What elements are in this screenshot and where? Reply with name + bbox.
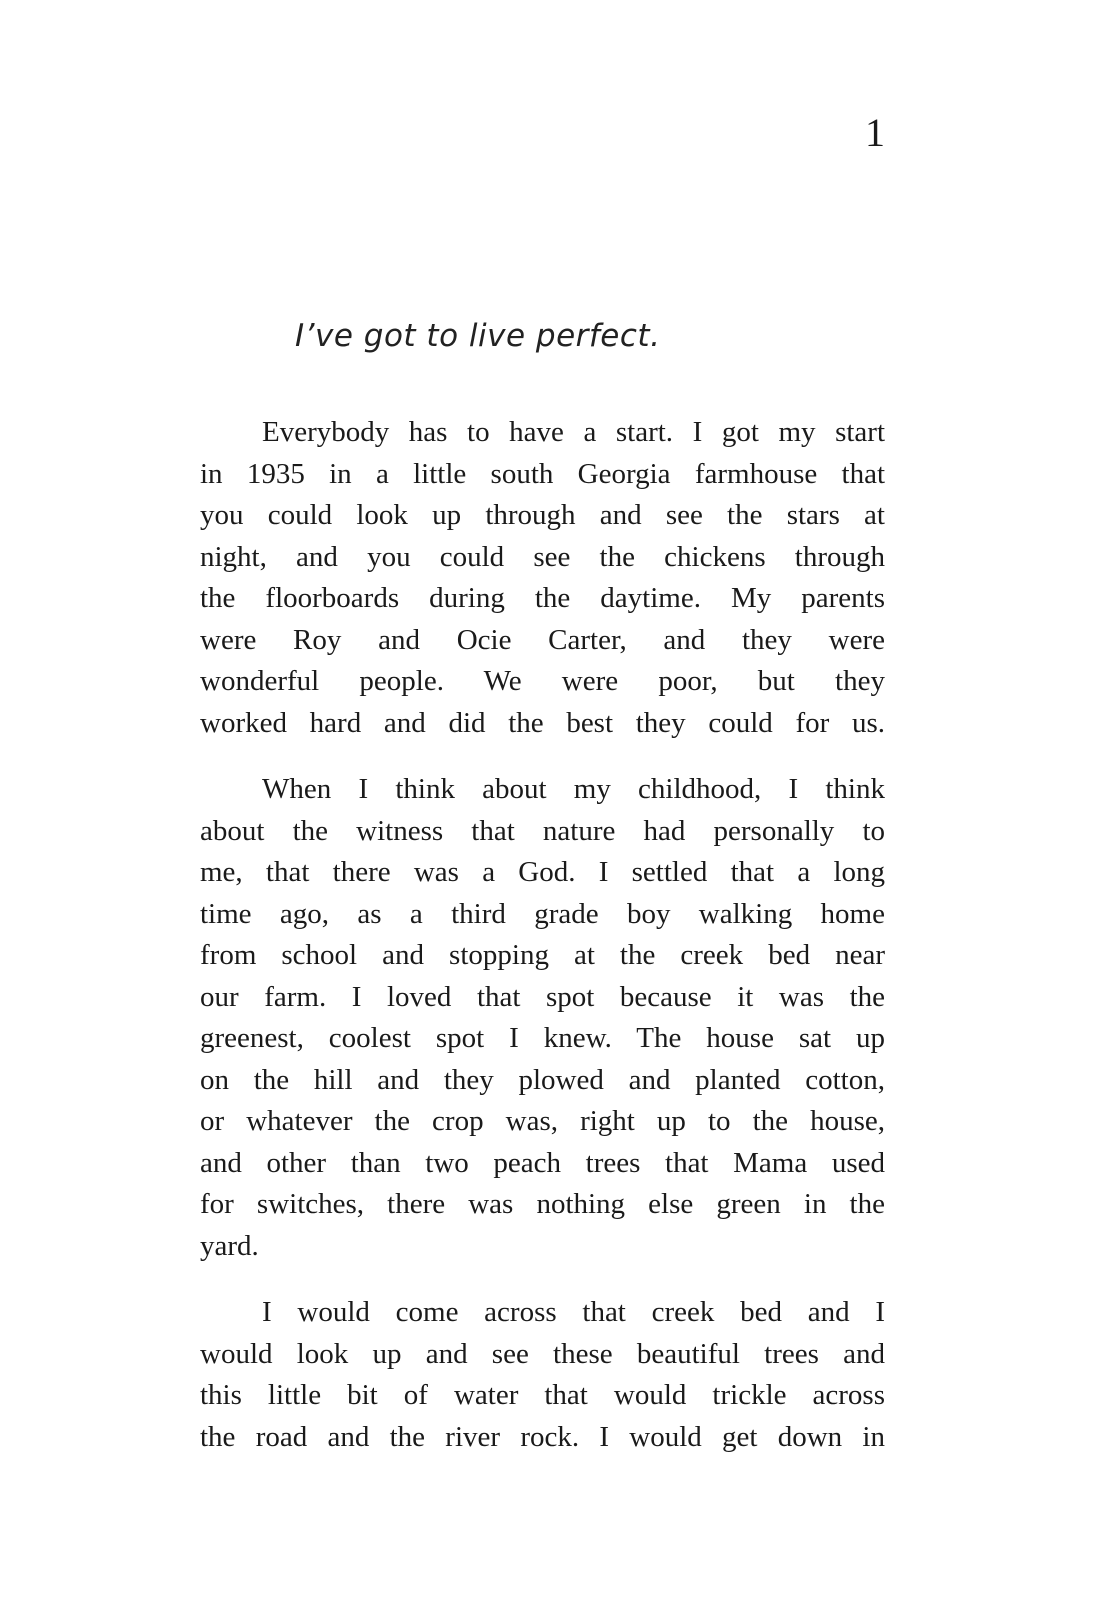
text-line: or whatever the crop was, right up to the house, (200, 1105, 885, 1137)
text-line: this little bit of water that would trickle across (200, 1379, 885, 1411)
text-line: time ago, as a third grade boy walking home (200, 897, 885, 930)
text-line: for switches, there was nothing else green in the (200, 1188, 885, 1220)
text-line: in 1935 in a little south Georgia farmhouse that (200, 457, 885, 490)
text-line: about the witness that nature had personally to (200, 814, 885, 847)
text-line: worked hard and did the best they could for us. (200, 706, 885, 739)
text-line: and other than two peach trees that Mama used (200, 1146, 885, 1179)
chapter-heading: I’ve got to live perfect. (295, 318, 661, 354)
text-line: I would come across that creek bed and I (262, 1296, 885, 1328)
page-content (200, 0, 885, 1483)
paragraph (200, 412, 885, 744)
text-line: me, that there was a God. I settled that a long (200, 856, 885, 888)
text-line: would look up and see these beautiful trees and (200, 1337, 885, 1370)
text-line: yard. (200, 1229, 259, 1262)
text-line: the floorboards during the daytime. My parents (200, 582, 885, 614)
text-line: greenest, coolest spot I knew. The house sat up (200, 1022, 885, 1054)
text-line: Everybody has to have a start. I got my start (262, 416, 885, 448)
text-line: you could look up through and see the stars at (200, 499, 885, 531)
paragraph (200, 769, 885, 1267)
text-line: the road and the river rock. I would get down in (200, 1420, 885, 1453)
text-line: When I think about my childhood, I think (262, 773, 885, 805)
paragraph (200, 1292, 885, 1458)
text-line: from school and stopping at the creek bed near (200, 939, 885, 971)
text-line: on the hill and they plowed and planted cotton, (200, 1063, 885, 1096)
page-number: 1 (865, 110, 885, 155)
text-line: our farm. I loved that spot because it was the (200, 980, 885, 1013)
text-line: night, and you could see the chickens through (200, 540, 885, 573)
body-text (200, 412, 885, 1458)
text-line: were Roy and Ocie Carter, and they were (200, 623, 885, 656)
text-line: wonderful people. We were poor, but they (200, 665, 885, 697)
